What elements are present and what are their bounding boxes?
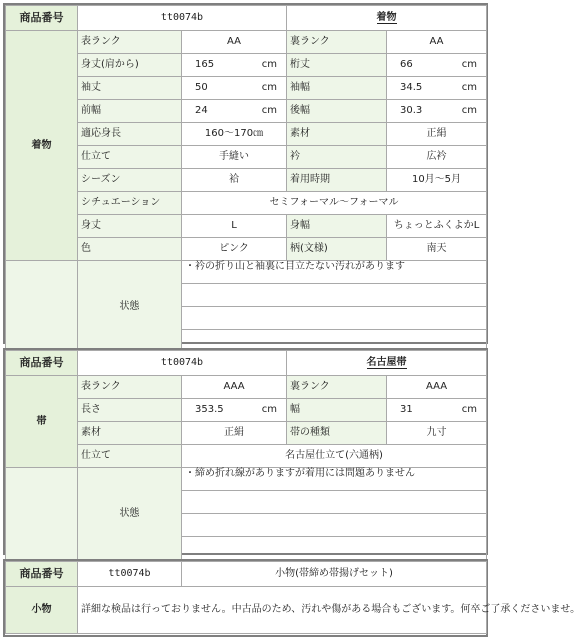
group-label: 着物 — [6, 31, 78, 261]
condition-label: 状態 — [78, 261, 182, 353]
field-value: 66 cm — [387, 54, 487, 77]
kimono-table — [5, 5, 487, 353]
field-label: 着用時期 — [287, 169, 387, 192]
condition-line: ・締め折れ線がありますが着用には問題ありません — [182, 468, 487, 491]
field-label: 適応身長 — [78, 123, 182, 146]
product-code: tt0074b — [78, 562, 182, 587]
spacer-cell — [6, 261, 78, 353]
section-title: 名古屋帯 — [287, 351, 487, 376]
field-label: 表ランク — [78, 31, 182, 54]
section-title: 着物 — [287, 6, 487, 31]
komono-table — [5, 561, 580, 634]
condition-line — [182, 491, 487, 514]
field-value: 10月～5月 — [387, 169, 487, 192]
group-label: 小物 — [6, 587, 78, 634]
field-value: ちょっとふくよかL — [387, 215, 487, 238]
field-label: 衿 — [287, 146, 387, 169]
field-value: 正絹 — [387, 123, 487, 146]
obi-table — [5, 350, 487, 560]
field-label: 素材 — [78, 422, 182, 445]
product-code: tt0074b — [78, 351, 287, 376]
field-label: 幅 — [287, 399, 387, 422]
condition-line — [182, 537, 487, 560]
field-value: 34.5 cm — [387, 77, 487, 100]
field-label: 柄(文様) — [287, 238, 387, 261]
field-value: 24 cm — [182, 100, 287, 123]
field-label: 身幅 — [287, 215, 387, 238]
field-label: 仕立て — [78, 146, 182, 169]
field-label: 裏ランク — [287, 376, 387, 399]
field-label: 身丈(肩から) — [78, 54, 182, 77]
field-label: 袖丈 — [78, 77, 182, 100]
product-number-label: 商品番号 — [6, 562, 78, 587]
field-value: 正絹 — [182, 422, 287, 445]
field-value: セミフォーマル～フォーマル — [182, 192, 487, 215]
product-number-label: 商品番号 — [6, 351, 78, 376]
field-value: 30.3 cm — [387, 100, 487, 123]
field-value: 名古屋仕立て(六通柄) — [182, 445, 487, 468]
kimono-section — [3, 3, 488, 344]
field-value: AAA — [182, 376, 287, 399]
group-label: 帯 — [6, 376, 78, 468]
field-value: 手縫い — [182, 146, 287, 169]
product-code: tt0074b — [78, 6, 287, 31]
field-value: 165 cm — [182, 54, 287, 77]
field-label: シチュエーション — [78, 192, 182, 215]
field-value: 31 cm — [387, 399, 487, 422]
spacer-cell — [6, 468, 78, 560]
field-label: 袖幅 — [287, 77, 387, 100]
field-label: 長さ — [78, 399, 182, 422]
condition-line: ・衿の折り山と袖裏に目立たない汚れがあります — [182, 261, 487, 284]
product-number-label: 商品番号 — [6, 6, 78, 31]
condition-line — [182, 307, 487, 330]
field-label: 帯の種類 — [287, 422, 387, 445]
field-value: 広衿 — [387, 146, 487, 169]
field-value: AAA — [387, 376, 487, 399]
condition-line — [182, 284, 487, 307]
condition-line — [182, 514, 487, 537]
komono-section — [3, 559, 580, 637]
condition-label: 状態 — [78, 468, 182, 560]
field-label: 仕立て — [78, 445, 182, 468]
field-value: AA — [182, 31, 287, 54]
note-text: 詳細な検品は行っておりません。中古品のため、汚れや傷がある場合もございます。何卒ご了承くださいませ。 — [78, 587, 487, 634]
field-label: 前幅 — [78, 100, 182, 123]
field-label: 桁丈 — [287, 54, 387, 77]
field-label: 素材 — [287, 123, 387, 146]
field-label: シーズン — [78, 169, 182, 192]
field-label: 裏ランク — [287, 31, 387, 54]
obi-section — [3, 348, 488, 555]
field-value: 袷 — [182, 169, 287, 192]
field-label: 表ランク — [78, 376, 182, 399]
field-value: 353.5 cm — [182, 399, 287, 422]
section-title: 小物(帯締め帯揚げセット) — [182, 562, 487, 587]
field-value: 160～170㎝ — [182, 123, 287, 146]
field-label: 色 — [78, 238, 182, 261]
field-value: L — [182, 215, 287, 238]
field-value: 50 cm — [182, 77, 287, 100]
field-label: 身丈 — [78, 215, 182, 238]
field-value: ピンク — [182, 238, 287, 261]
field-value: 九寸 — [387, 422, 487, 445]
field-value: AA — [387, 31, 487, 54]
field-value: 南天 — [387, 238, 487, 261]
field-label: 後幅 — [287, 100, 387, 123]
